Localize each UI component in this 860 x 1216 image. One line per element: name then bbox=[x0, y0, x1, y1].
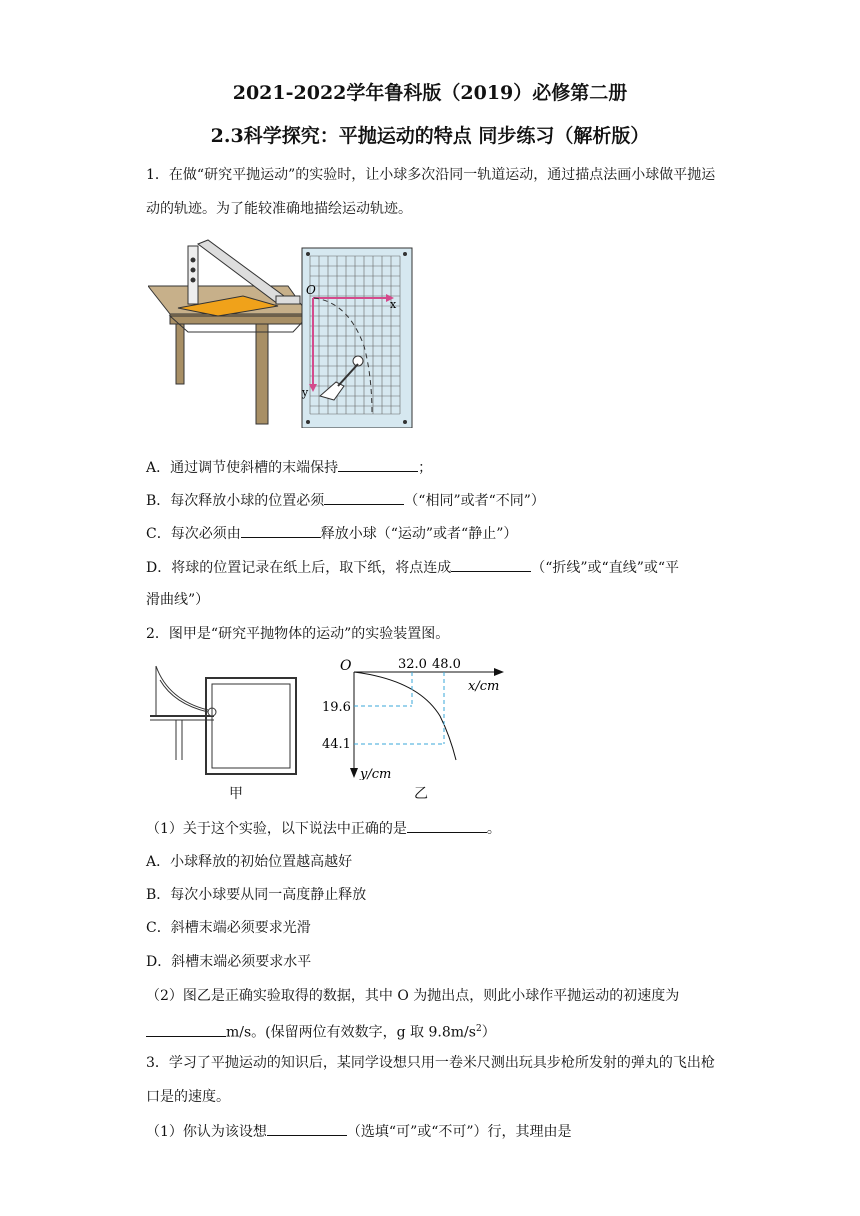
q2-sub2-line2: m/s。(保留两位有效数字，g 取 $9.8m/s^2$） bbox=[146, 1019, 496, 1043]
blank[interactable] bbox=[267, 1121, 347, 1136]
stand-post bbox=[188, 246, 198, 304]
blank[interactable] bbox=[451, 557, 531, 572]
q2-opt-d: D．斜槽末端必须要求水平 bbox=[146, 954, 312, 970]
graph-y-tick-1: 19.6 bbox=[322, 700, 351, 715]
q1-option-d: D．将球的位置记录在纸上后，取下纸，将点连成 （“折线”或“直线”或“平 bbox=[146, 557, 679, 578]
graph-y-label: y/cm bbox=[360, 767, 392, 780]
fig-jia bbox=[146, 660, 306, 780]
q2-opt-a: A．小球释放的初始位置越高越好 bbox=[146, 854, 353, 870]
blank[interactable] bbox=[324, 490, 404, 505]
q3-sub1: （1）你认为该设想 （选填“可”或“不可”）行，其理由是 bbox=[146, 1121, 572, 1142]
q1-apparatus-figure bbox=[148, 236, 420, 428]
q2-opt-c: C．斜槽末端必须要求光滑 bbox=[146, 920, 311, 936]
blank[interactable] bbox=[241, 523, 321, 538]
fig-yi-caption: 乙 bbox=[414, 786, 428, 802]
graph-x-tick-2: 48.0 bbox=[432, 657, 461, 672]
q2-stem: 2．图甲是“研究平抛物体的运动”的实验装置图。 bbox=[146, 626, 450, 642]
fig1-origin-label: O bbox=[306, 283, 316, 297]
graph-x-label: x/cm bbox=[468, 679, 500, 694]
fig1-x-label: x bbox=[390, 298, 397, 311]
doc-title-line2: 2.3科学探究：平抛运动的特点 同步练习（解析版） bbox=[210, 125, 650, 147]
q2-opt-b: B．每次小球要从同一高度静止释放 bbox=[146, 887, 367, 903]
blank[interactable] bbox=[338, 457, 418, 472]
doc-title-line1: 2021-2022学年鲁科版（2019）必修第二册 bbox=[232, 82, 628, 104]
graph-origin: O bbox=[340, 658, 352, 674]
blank[interactable] bbox=[407, 818, 487, 833]
graph-curve bbox=[354, 672, 456, 760]
fig-yi-graph bbox=[318, 656, 518, 780]
q1-option-d-cont: 滑曲线”） bbox=[146, 592, 210, 608]
q1-stem: 1．在做“研究平抛运动”的实验时，让小球多次沿同一轨道运动，通过描点法画小球做平抛运动的轨迹。为了能较准确地描绘运动轨迹。 bbox=[146, 167, 716, 217]
q1-option-a: A．通过调节使斜槽的末端保持 ； bbox=[146, 457, 432, 478]
graph-y-tick-2: 44.1 bbox=[322, 737, 351, 752]
q3-stem: 3．学习了平抛运动的知识后，某同学设想只用一卷米尺测出玩具步枪所发射的弹丸的飞出枪口是的速度。 bbox=[146, 1055, 715, 1105]
graph-x-tick-1: 32.0 bbox=[398, 657, 427, 672]
q1-option-b: B．每次释放小球的位置必须 （“相同”或者“不同”） bbox=[146, 490, 545, 511]
table-leg-front bbox=[256, 324, 268, 424]
chute-end bbox=[276, 296, 300, 304]
blank[interactable] bbox=[146, 1022, 226, 1037]
q2-sub2-line1: （2）图乙是正确实验取得的数据，其中 O 为抛出点，则此小球作平抛运动的初速度为 bbox=[146, 988, 680, 1004]
fig1-y-label: y bbox=[302, 386, 309, 399]
table-leg-back bbox=[176, 324, 184, 384]
q1-option-c: C．每次必须由 释放小球（“运动”或者“静止”） bbox=[146, 523, 517, 544]
grid-board bbox=[302, 248, 412, 428]
fig-jia-caption: 甲 bbox=[229, 786, 243, 802]
q2-sub1: （1）关于这个实验，以下说法中正确的是 。 bbox=[146, 818, 501, 839]
